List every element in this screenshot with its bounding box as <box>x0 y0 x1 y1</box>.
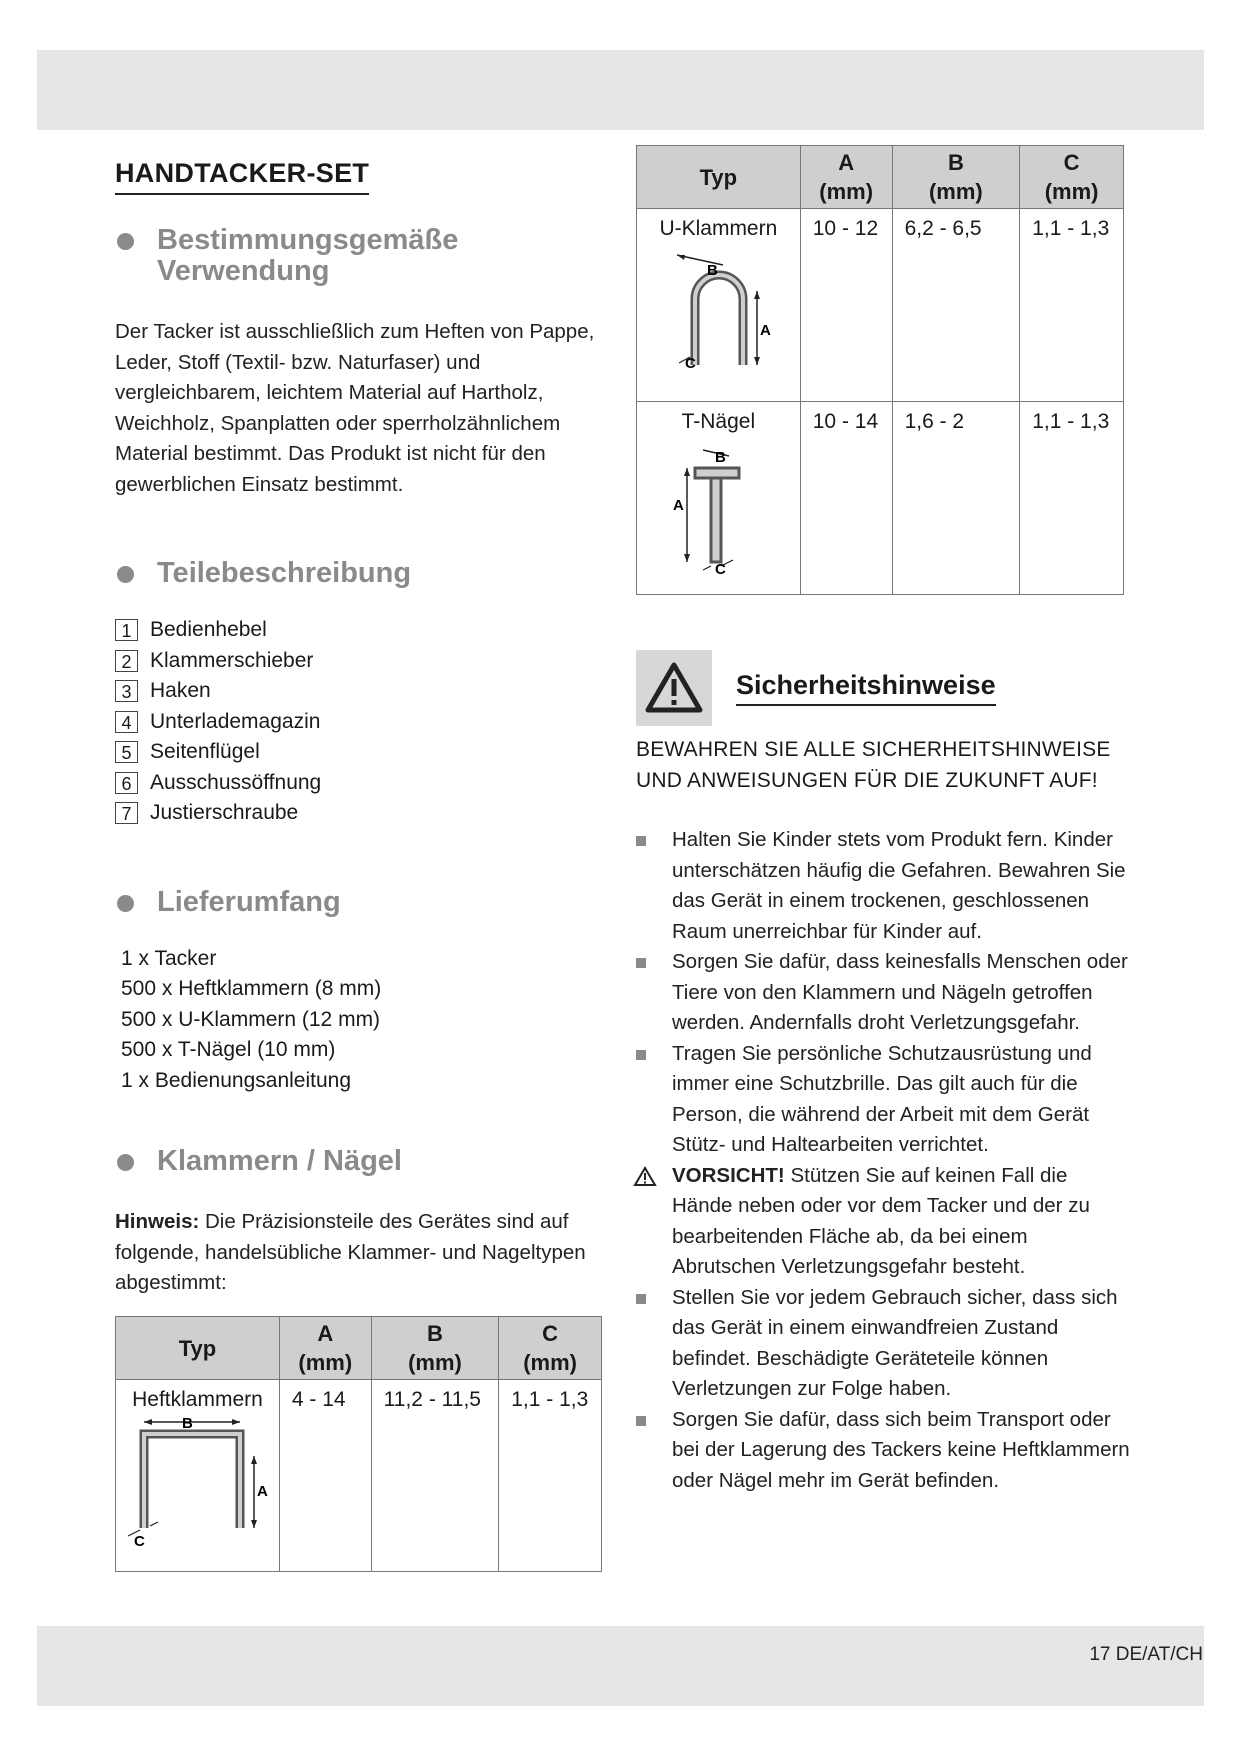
value-b: 6,2 - 6,5 <box>892 209 1020 402</box>
u-klammer-diagram-icon <box>663 247 773 382</box>
part-number-box: 3 <box>115 680 138 702</box>
value-a: 4 - 14 <box>279 1380 371 1572</box>
part-label: Unterlademagazin <box>150 709 321 733</box>
parts-list-item <box>115 798 605 829</box>
section-staples-heading: Klammern / Nägel <box>115 1146 605 1177</box>
svg-text:B: B <box>182 1418 194 1432</box>
part-number-box: 5 <box>115 741 138 763</box>
header-typ: Typ <box>637 146 801 209</box>
header-typ: Typ <box>116 1317 280 1380</box>
bullet-dot-icon <box>117 233 134 250</box>
caution-triangle-icon <box>633 1166 657 1187</box>
svg-text:B: B <box>707 262 719 279</box>
part-number-box: 7 <box>115 802 138 824</box>
safety-heading: Sicherheitshinweise <box>736 670 996 706</box>
section-scope-heading: Lieferumfang <box>115 887 605 918</box>
list-item: Sorgen Sie dafür, dass sich beim Transport oder bei der Lagerung des Tackers keine Heftklammern oder Nägel mehr im Gerät befinden. <box>632 1405 1132 1497</box>
square-bullet-icon <box>636 1050 646 1060</box>
svg-text:C: C <box>134 1533 146 1548</box>
caution-item: VORSICHT! Stützen Sie auf keinen Fall die Hände neben oder vor dem Tacker und der zu bearbeitenden Fläche ab, da bei einem Abrutschen Verletzungsgefahr besteht. <box>632 1161 1132 1283</box>
usage-text: Der Tacker ist ausschließlich zum Heften von Pappe, Leder, Stoff (Textil- bzw. Naturfaser) und vergleichbarem, leichtem Material auf Hartholz, Weichholz, Spanplatten oder sperrholzähnlichem Material bestimmt. Das Produkt ist nicht für den gewerblichen Einsatz bestimmt. <box>115 320 595 496</box>
part-label: Justierschraube <box>150 801 299 825</box>
document-title: HANDTACKER-SET <box>115 158 369 195</box>
parts-list <box>115 615 605 829</box>
part-label: Haken <box>150 679 211 703</box>
type-cell: T-Nägel B A C <box>637 402 801 595</box>
staple-table-right <box>636 145 1124 595</box>
scope-item: 500 x U-Klammern (12 mm) <box>121 1007 381 1031</box>
list-item: Sorgen Sie dafür, dass keinesfalls Menschen oder Tiere von den Klammern und Nägeln getroffen werden. Andernfalls droht Verletzungsgefahr. <box>632 947 1132 1039</box>
type-cell: Heftklammern B A C <box>116 1380 280 1572</box>
table-row <box>637 209 1124 402</box>
table-row <box>637 402 1124 595</box>
part-label: Bedienhebel <box>150 618 267 642</box>
scope-list <box>115 944 605 1097</box>
table-row <box>116 1380 602 1572</box>
t-nagel-diagram-icon <box>663 440 773 575</box>
bullet-dot-icon <box>117 895 134 912</box>
warning-triangle-icon <box>645 662 703 714</box>
part-number-box: 1 <box>115 619 138 641</box>
scope-item: 1 x Tacker <box>121 946 217 970</box>
scope-item: 500 x Heftklammern (8 mm) <box>121 977 382 1000</box>
part-number-box: 4 <box>115 711 138 733</box>
heftklammer-diagram-icon <box>122 1418 272 1548</box>
value-b: 1,6 - 2 <box>892 402 1020 595</box>
value-c: 1,1 - 1,3 <box>1020 209 1124 402</box>
value-a: 10 - 12 <box>800 209 892 402</box>
left-column <box>115 150 605 1299</box>
list-item: Tragen Sie persönliche Schutzausrüstung und immer eine Schutzbrille. Das gilt auch für die Person, die während der Arbeit mit dem Gerät Stütz- und Haltearbeiten verrichtet. <box>632 1039 1132 1161</box>
scope-item: 1 x Bedienungsanleitung <box>121 1068 352 1092</box>
part-label: Ausschussöffnung <box>150 770 322 794</box>
list-item: Stellen Sie vor jedem Gebrauch sicher, dass sich das Gerät in einem einwandfreien Zustand befindet. Beschädigte Geräteteile können Verletzungen zur Folge haben. <box>632 1283 1132 1405</box>
parts-list-item <box>115 768 605 799</box>
square-bullet-icon <box>636 1294 646 1304</box>
type-cell: U-Klammern B A C <box>637 209 801 402</box>
table-header-row <box>116 1317 602 1380</box>
footer-band <box>37 1626 1204 1706</box>
header-a: A (mm) <box>800 146 892 209</box>
svg-text:C: C <box>685 355 697 372</box>
bullet-dot-icon <box>117 1154 134 1171</box>
value-c: 1,1 - 1,3 <box>499 1380 602 1572</box>
header-b: B (mm) <box>892 146 1020 209</box>
square-bullet-icon <box>636 1416 646 1426</box>
staples-note: Hinweis: Die Präzisionsteile des Gerätes sind auf folgende, handelsübliche Klammer- und Nageltypen abgestimmt: <box>115 1210 586 1294</box>
parts-list-item <box>115 676 605 707</box>
header-c: C (mm) <box>499 1317 602 1380</box>
square-bullet-icon <box>636 836 646 846</box>
header-c: C (mm) <box>1020 146 1124 209</box>
value-a: 10 - 14 <box>800 402 892 595</box>
svg-text:A: A <box>760 322 772 339</box>
svg-text:A: A <box>257 1483 269 1500</box>
part-number-box: 6 <box>115 772 138 794</box>
header-band <box>37 50 1204 130</box>
page-number: 17 DE/AT/CH <box>1089 1644 1203 1665</box>
scope-item: 500 x T-Nägel (10 mm) <box>121 1038 336 1061</box>
safety-caps-notice: BEWAHREN SIE ALLE SICHERHEITSHINWEISE UND ANWEISUNGEN FÜR DIE ZUKUNFT AUF! <box>636 738 1111 792</box>
section-usage-heading: Bestimmungsgemäße Verwendung <box>115 225 605 287</box>
bullet-dot-icon <box>117 566 134 583</box>
safety-bullet-list <box>632 825 1132 1496</box>
part-number-box: 2 <box>115 650 138 672</box>
parts-list-item <box>115 707 605 738</box>
list-item: Halten Sie Kinder stets vom Produkt fern. Kinder unterschätzen häufig die Gefahren. Bewahren Sie das Gerät in einem trockenen, geschlossenen Raum unerreichbar für Kinder auf. <box>632 825 1132 947</box>
parts-list-item <box>115 646 605 677</box>
svg-text:C: C <box>715 561 727 575</box>
svg-text:A: A <box>673 497 685 514</box>
svg-text:B: B <box>715 449 727 466</box>
header-b: B (mm) <box>371 1317 499 1380</box>
header-a: A (mm) <box>279 1317 371 1380</box>
value-c: 1,1 - 1,3 <box>1020 402 1124 595</box>
staple-table-left <box>115 1316 602 1572</box>
part-label: Seitenflügel <box>150 740 260 764</box>
table-header-row <box>637 146 1124 209</box>
parts-list-item <box>115 615 605 646</box>
part-label: Klammerschieber <box>150 648 314 672</box>
parts-list-item <box>115 737 605 768</box>
warning-triangle-icon-box <box>636 650 712 726</box>
section-parts-heading: Teilebeschreibung <box>115 558 605 589</box>
square-bullet-icon <box>636 958 646 968</box>
value-b: 11,2 - 11,5 <box>371 1380 499 1572</box>
